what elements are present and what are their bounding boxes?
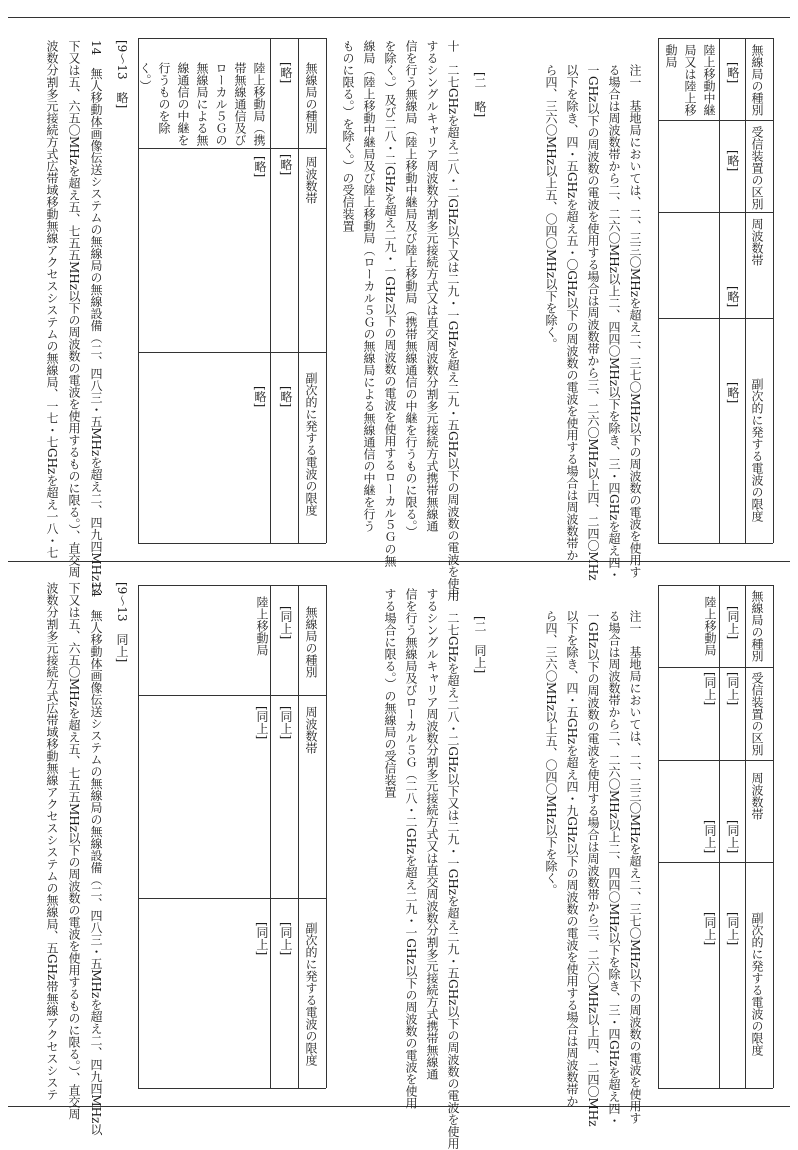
note1-line: 注一 基地局においては、二、三三〇MHzを超え二、三七〇MHz以下の周波数の電波を使用す xyxy=(628,610,642,1125)
t2-cell-band: [同上] xyxy=(279,706,293,740)
bottom-omitted-9-13: [9〜13 同上] xyxy=(115,582,129,663)
header-spurious-limit: 副次的に発する電波の限度 xyxy=(750,912,764,1056)
header-spurious-limit: 副次的に発する電波の限度 xyxy=(750,378,764,522)
cell-limit: [略] xyxy=(726,382,740,404)
t2-cell-limit: [略] xyxy=(279,386,293,408)
item10-line: するシングルキャリア周波数分割多元接続方式又は直交周波数分割多元接続方式携帯無線通 xyxy=(425,588,439,1080)
t2-header-spurious-limit: 副次的に発する電波の限度 xyxy=(304,922,318,1066)
item10-line: 信を行う無線局及びローカル５Ｇ（二八・二GHzを超え二九・一GHz以下の周波数の電波を使用 xyxy=(404,588,418,1109)
t2-cell-station-mobile: 陸上移動局（携帯無線通信及びローカル５Ｇの無線局による無線通信の中継を行うものを除く。） xyxy=(138,62,266,146)
item10-line: するシングルキャリア周波数分割多元接続方式又は直交周波数分割多元接続方式携帯無線通 xyxy=(425,40,439,532)
cell-band: [同上] xyxy=(703,820,717,854)
item10-line: ものに限る。）を除く。）の受信装置 xyxy=(341,40,355,232)
item10-line: する場合に限る。）の無線局の受信装置 xyxy=(383,588,397,798)
t2-cell-band: [略] xyxy=(253,156,267,178)
t2-cell-station: [同上] xyxy=(279,606,293,640)
t2-header-station-type: 無線局の種別 xyxy=(304,62,318,134)
t2-cell-limit: [同上] xyxy=(255,922,269,956)
note1-line: 以下を除き、四・五GHzを超え四・九GHz以下の周波数の電波を使用する場合は周波数帯か xyxy=(565,610,579,1107)
item14-line: 波数分割多元接続方式広帯域移動無線アクセスシステムの無線局、一七・七GHzを超え一八・七 xyxy=(45,40,59,559)
header-station-type: 無線局の種別 xyxy=(750,44,764,116)
header-receiver-class: 受信装置の区別 xyxy=(750,126,764,210)
t2-cell-band: [同上] xyxy=(255,706,269,740)
t2-cell-band: [略] xyxy=(279,154,293,176)
t2-cell-station-mobile: 陸上移動局 xyxy=(255,596,269,656)
bottom-note2: [二 同上] xyxy=(473,616,487,674)
top-note2: [二 略] xyxy=(473,72,487,118)
cell-limit: [同上] xyxy=(703,912,717,946)
bottom-rule xyxy=(8,1106,790,1107)
item10-line: 十 二七GHzを超え二八・二GHz以下又は二九・一GHzを超え二九・五GHz以下の周波数の電波を使用 xyxy=(446,40,460,602)
t2-cell-limit: [略] xyxy=(253,386,267,408)
cell-limit: [同上] xyxy=(726,912,740,946)
top-rule xyxy=(8,17,790,18)
cell-receiver: [同上] xyxy=(726,672,740,706)
item10-line: 信を行う無線局（陸上移動中継局及び陸上移動局（携帯無線通信の中継を行うものに限る。） xyxy=(404,40,418,538)
cell-receiver: [同上] xyxy=(703,672,717,706)
item10-line: を除く。）及び二八・二GHzを超え二九・一GHz以下の周波数の電波を使用するローカル５Ｇの無 xyxy=(383,40,397,567)
header-frequency-band: 周波数帯 xyxy=(750,772,764,820)
item14-line: 下又は五、六五〇MHzを超え五、七五五MHz以下の周波数の電波を使用するものに限る。）、直交周 xyxy=(67,40,81,579)
cell-band: [略] xyxy=(726,286,740,308)
t2-cell-station: [略] xyxy=(279,62,293,84)
t2-header-spurious-limit: 副次的に発する電波の限度 xyxy=(304,372,318,516)
header-frequency-band: 周波数帯 xyxy=(750,218,764,266)
item14-line: 下又は五、六五〇MHzを超え五、七五五MHz以下の周波数の電波を使用するものに限る。）、直交周 xyxy=(67,582,81,1121)
note1-line: 注一 基地局においては、二、三三〇MHzを超え二、三七〇MHz以下の周波数の電波を使用す xyxy=(628,64,642,579)
cell-band: [同上] xyxy=(726,820,740,854)
middle-rule xyxy=(8,561,790,562)
item10-line: 十 二七GHzを超え二八・二GHz以下又は二九・一GHzを超え二九・五GHz以下の周波数の電波を使用 xyxy=(446,588,460,1150)
note1-line: ら四、三六〇MHz以上五、〇四〇MHz以下を除く。 xyxy=(544,610,558,897)
header-station-type: 無線局の種別 xyxy=(750,590,764,662)
note1-line: る場合は周波数帯から二、二六〇MHz以上二、四四〇MHz以下を除き、三・四GHzを超え四・ xyxy=(607,64,621,581)
cell-station-relay: 陸上移動中継局又は陸上移動局 xyxy=(664,44,716,116)
item14-line: 波数分割多元接続方式広帯域移動無線アクセスシステムの無線局、五GHz帯無線アクセスシステ xyxy=(45,582,59,1101)
note1-line: 一GHz以下の周波数の電波を使用する場合は周波数帯から三、二六〇MHz以上四、二四〇MHz xyxy=(586,610,600,1127)
t2-header-frequency-band: 周波数帯 xyxy=(304,156,318,204)
cell-station-mobile: 陸上移動局 xyxy=(703,596,717,656)
cell-receiver: [略] xyxy=(726,150,740,172)
note1-line: 一GHz以下の周波数の電波を使用する場合は周波数帯から三、二六〇MHz以上四、二四〇MHz xyxy=(586,64,600,581)
item14-line: 14 無人移動体画像伝送システムの無線局の無線設備（二、四八三・五MHzを超え二、四九四MHz以 xyxy=(89,582,103,1136)
header-receiver-class: 受信装置の区別 xyxy=(750,672,764,756)
t2-cell-limit: [同上] xyxy=(279,922,293,956)
t2-header-frequency-band: 周波数帯 xyxy=(304,706,318,754)
item10-line: 線局（陸上移動中継局及び陸上移動局（ローカル５Ｇの無線局による無線通信の中継を行う xyxy=(362,40,376,532)
note1-line: ら四、三六〇MHz以上五、〇四〇MHz以下を除く。 xyxy=(544,64,558,351)
cell-station: [同上] xyxy=(726,606,740,640)
item14-line: 14 無人移動体画像伝送システムの無線局の無線設備（二、四八三・五MHzを超え二、四九四MHz以 xyxy=(89,40,103,594)
cell-station: [略] xyxy=(726,62,740,84)
t2-header-station-type: 無線局の種別 xyxy=(304,606,318,678)
top-omitted-9-13: [9〜13 略] xyxy=(115,40,129,109)
note1-line: る場合は周波数帯から二、二六〇MHz以上二、四四〇MHz以下を除き、三・四GHzを超え四・ xyxy=(607,610,621,1127)
note1-line: 以下を除き、四・五GHzを超え五・〇GHz以下の周波数の電波を使用する場合は周波数帯か xyxy=(565,64,579,561)
